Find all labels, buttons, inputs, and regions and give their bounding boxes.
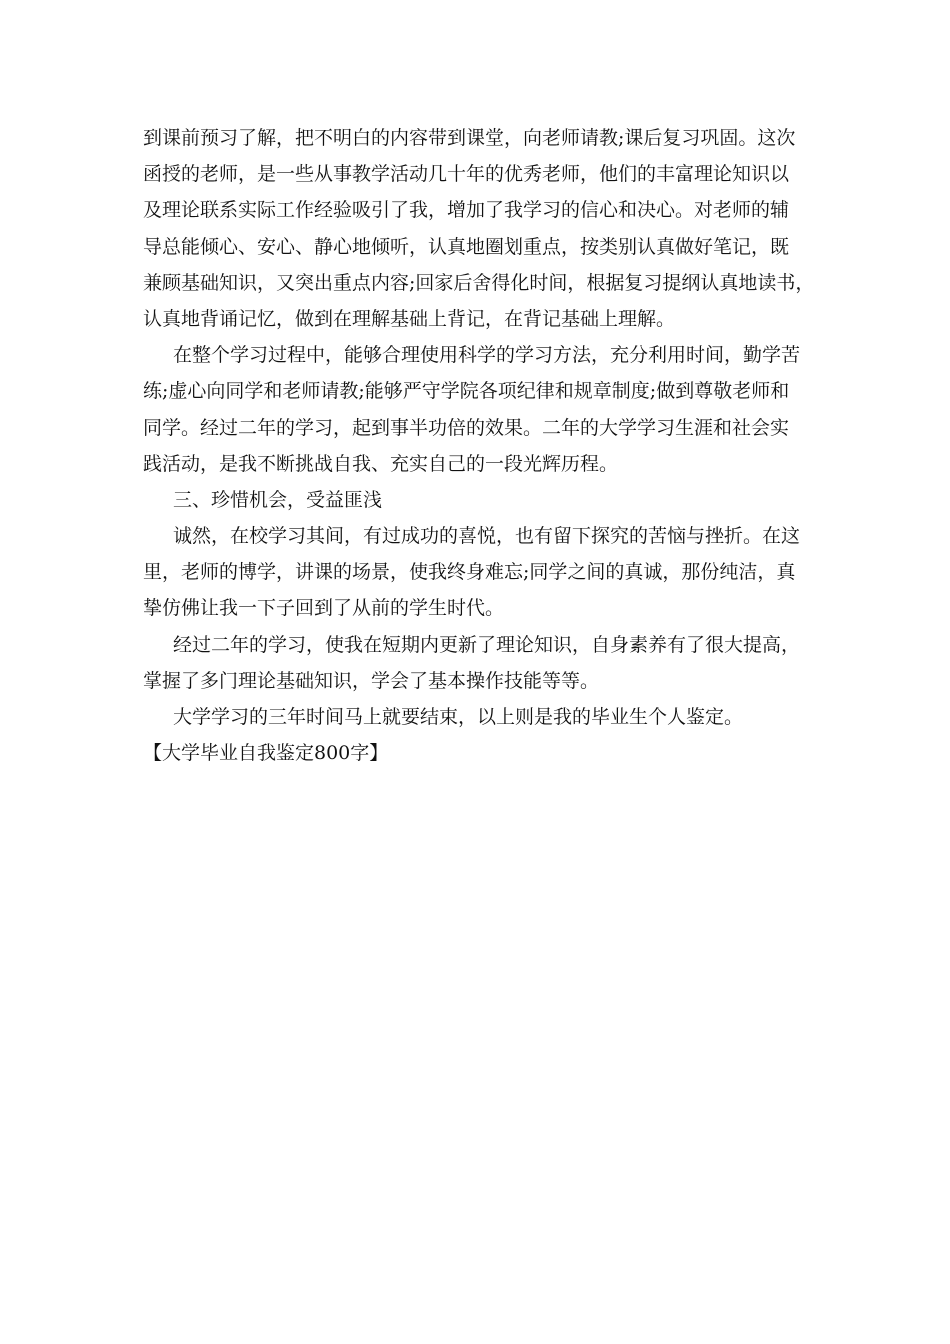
text-line: 兼顾基础知识，又突出重点内容;回家后舍得化时间，根据复习提纲认真地读书， bbox=[143, 271, 815, 294]
text-line: 导总能倾心、安心、静心地倾听，认真地圈划重点，按类别认真做好笔记，既 bbox=[143, 235, 790, 258]
text-line: 同学。经过二年的学习，起到事半功倍的效果。二年的大学学习生涯和社会实 bbox=[143, 416, 790, 439]
document-body bbox=[143, 120, 823, 771]
text-line: 函授的老师，是一些从事教学活动几十年的优秀老师，他们的丰富理论知识以 bbox=[143, 163, 790, 186]
paragraph-start-line: 大学学习的三年时间马上就要结束，以上则是我的毕业生个人鉴定。 bbox=[173, 706, 744, 728]
text-line: 练;虚心向同学和老师请教;能够严守学院各项纪律和规章制度;做到尊敬老师和 bbox=[143, 380, 790, 403]
text-line: 里，老师的博学，讲课的场景，使我终身难忘;同学之间的真诚，那份纯洁，真 bbox=[143, 561, 796, 584]
text-line: 掌握了多门理论基础知识，学会了基本操作技能等等。 bbox=[143, 669, 600, 692]
text-line: 挚仿佛让我一下子回到了从前的学生时代。 bbox=[143, 597, 505, 620]
paragraph-start-line: 经过二年的学习，使我在短期内更新了理论知识，自身素养有了很大提高， bbox=[173, 633, 801, 656]
text-line: 践活动，是我不断挑战自我、充实自己的一段光辉历程。 bbox=[143, 452, 619, 475]
paragraph-start-line: 在整个学习过程中，能够合理使用科学的学习方法，充分利用时间，勤学苦 bbox=[173, 344, 801, 367]
section-heading: 三、珍惜机会，受益匪浅 bbox=[173, 488, 383, 511]
paragraph-start-line: 诚然，在校学习其间，有过成功的喜悦，也有留下探究的苦恼与挫折。在这 bbox=[173, 525, 801, 548]
text-line: 认真地背诵记忆，做到在理解基础上背记，在背记基础上理解。 bbox=[143, 307, 676, 330]
document-title-footer: 【大学毕业自我鉴定800字】 bbox=[143, 742, 389, 765]
text-line: 及理论联系实际工作经验吸引了我，增加了我学习的信心和决心。对老师的辅 bbox=[143, 199, 790, 222]
text-line: 到课前预习了解，把不明白的内容带到课堂，向老师请教;课后复习巩固。这次 bbox=[143, 127, 796, 149]
